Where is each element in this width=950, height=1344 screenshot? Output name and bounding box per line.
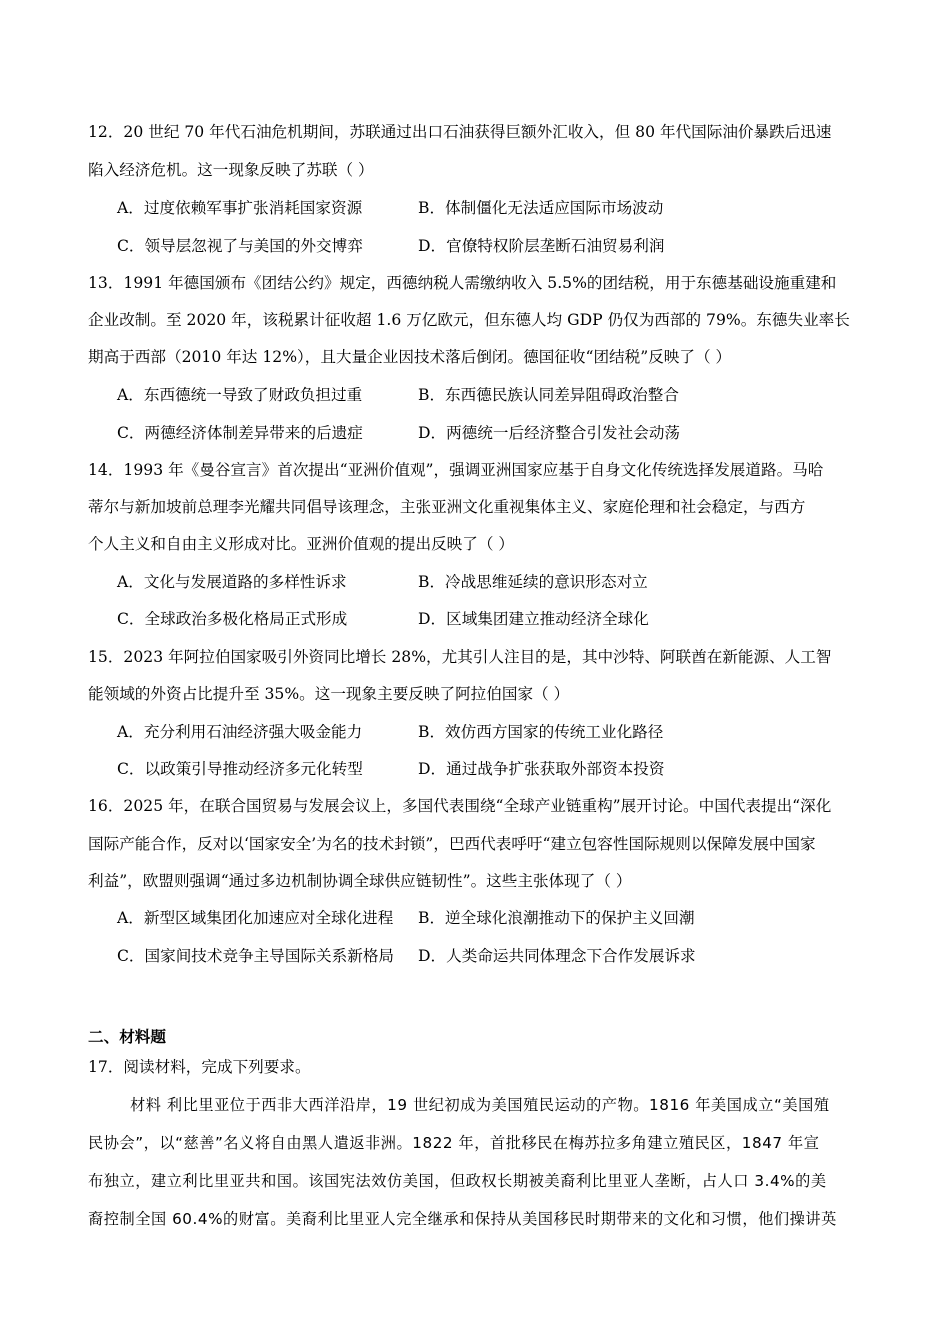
option-b[interactable]: B．效仿西方国家的传统工业化路径: [418, 723, 664, 741]
option-d[interactable]: D．两德统一后经济整合引发社会动荡: [418, 424, 681, 442]
option-b[interactable]: B．逆全球化浪潮推动下的保护主义回潮: [418, 909, 695, 927]
option-c[interactable]: C．两德经济体制差异带来的后遗症: [117, 424, 363, 442]
option-d[interactable]: D．区域集团建立推动经济全球化: [418, 610, 649, 628]
option-c[interactable]: C．全球政治多极化格局正式形成: [117, 610, 348, 628]
option-b[interactable]: B．冷战思维延续的意识形态对立: [418, 573, 648, 591]
option-d[interactable]: D．通过战争扩张获取外部资本投资: [418, 760, 665, 778]
question-stem-line: 15．2023 年阿拉伯国家吸引外资同比增长 28%，尤其引人注目的是，其中沙特、阿联酋在新能源、人工智: [88, 648, 832, 666]
question-stem-line: 12．20 世纪 70 年代石油危机期间，苏联通过出口石油获得巨额外汇收入，但 80 年代国际油价暴跌后迅速: [88, 123, 832, 141]
question-stem-line: 企业改制。至 2020 年，该税累计征收超 1.6 万亿欧元，但东德人均 GDP 仍仅为西部的 79%。东德失业率长: [88, 311, 850, 329]
question-stem-line: 能领域的外资占比提升至 35%。这一现象主要反映了阿拉伯国家（ ）: [88, 685, 570, 703]
option-b[interactable]: B．东西德民族认同差异阻碍政治整合: [418, 386, 679, 404]
option-b[interactable]: B．体制僵化无法适应国际市场波动: [418, 199, 664, 217]
section-heading: 二、材料题: [88, 1028, 166, 1046]
option-d[interactable]: D．官僚特权阶层垄断石油贸易利润: [418, 237, 665, 255]
option-a[interactable]: A．新型区域集团化加速应对全球化进程: [117, 909, 394, 927]
option-c[interactable]: C．国家间技术竞争主导国际关系新格局: [117, 947, 395, 965]
option-c[interactable]: C．以政策引导推动经济多元化转型: [117, 760, 363, 778]
question-stem-line: 陷入经济危机。这一现象反映了苏联（ ）: [88, 161, 374, 179]
question-stem-line: 个人主义和自由主义形成对比。亚洲价值观的提出反映了（ ）: [88, 535, 514, 553]
option-a[interactable]: A．充分利用石油经济强大吸金能力: [117, 723, 363, 741]
material-line: 裔控制全国 60.4%的财富。美裔利比里亚人完全继承和保持从美国移民时期带来的文化和习惯，他们操讲英: [88, 1210, 837, 1228]
question-stem-line: 期高于西部（2010 年达 12%），且大量企业因技术落后倒闭。德国征收“团结税”反映了（ ）: [88, 348, 732, 366]
material-line: 布独立，建立利比里亚共和国。该国宪法效仿美国，但政权长期被美裔利比里亚人垄断，占人口 3.4%的美: [88, 1172, 827, 1190]
question-stem-line: 14．1993 年《曼谷宣言》首次提出“亚洲价值观”，强调亚洲国家应基于自身文化传统选择发展道路。马哈: [88, 461, 824, 479]
option-a[interactable]: A．东西德统一导致了财政负担过重: [117, 386, 363, 404]
material-line: 材料 利比里亚位于西非大西洋沿岸，19 世纪初成为美国殖民运动的产物。1816 年美国成立“美国殖: [130, 1096, 830, 1114]
option-a[interactable]: A．过度依赖军事扩张消耗国家资源: [117, 199, 363, 217]
question-stem-line: 13．1991 年德国颁布《团结公约》规定，西德纳税人需缴纳收入 5.5%的团结税，用于东德基础设施重建和: [88, 274, 837, 292]
question-17-stem: 17．阅读材料，完成下列要求。: [88, 1058, 311, 1076]
question-stem-line: 蒂尔与新加坡前总理李光耀共同倡导该理念，主张亚洲文化重视集体主义、家庭伦理和社会稳定，与西方: [88, 498, 806, 516]
material-line: 民协会”，以“慈善”名义将自由黑人遣返非洲。1822 年，首批移民在梅苏拉多角建立殖民区，1847 年宣: [88, 1134, 820, 1152]
question-stem-line: 国际产能合作，反对以‘国家安全’为名的技术封锁”，巴西代表呼吁“建立包容性国际规则以保障发展中国家: [88, 835, 816, 853]
question-stem-line: 利益”，欧盟则强调“通过多边机制协调全球供应链韧性”。这些主张体现了（ ）: [88, 872, 632, 890]
option-c[interactable]: C．领导层忽视了与美国的外交博弈: [117, 237, 363, 255]
option-d[interactable]: D．人类命运共同体理念下合作发展诉求: [418, 947, 696, 965]
option-a[interactable]: A．文化与发展道路的多样性诉求: [117, 573, 347, 591]
question-stem-line: 16．2025 年，在联合国贸易与发展会议上，多国代表围绕“全球产业链重构”展开讨论。中国代表提出“深化: [88, 797, 832, 815]
